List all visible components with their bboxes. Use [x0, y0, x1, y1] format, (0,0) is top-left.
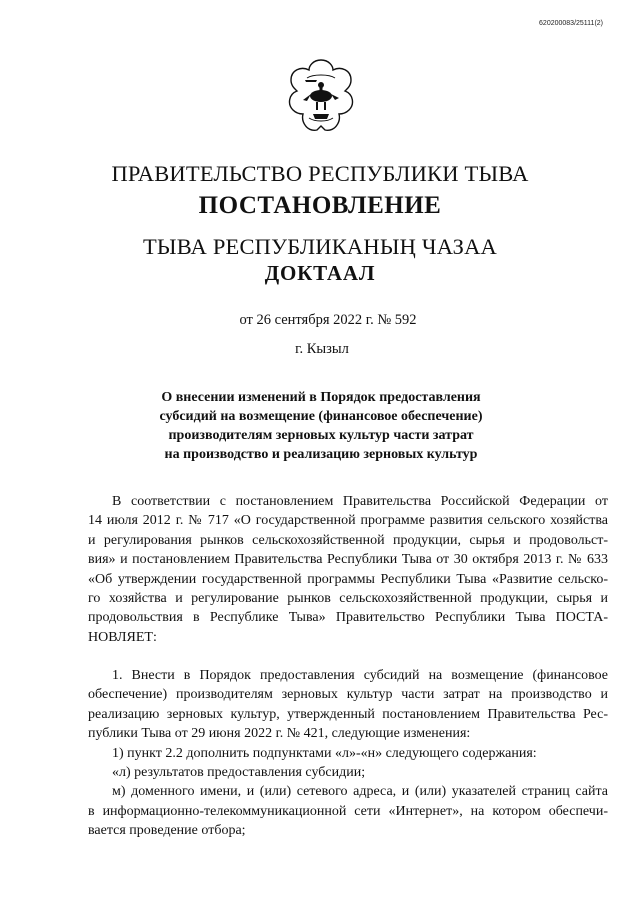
body-line: «л) результатов предоставления субсидии;	[112, 764, 366, 780]
subject-line: О внесении изменений в Порядок предоставления	[161, 390, 481, 405]
subject-line: производителям зерновых культур части затрат	[168, 428, 474, 443]
preamble-line: вия» и постановлением Правительства Республики Тыва от 30 октября 2013 г. № 633	[88, 552, 608, 568]
decree-body	[88, 666, 608, 841]
body-line: публики Тыва от 29 июня 2022 г. № 421, следующие изменения:	[88, 726, 471, 742]
body-line: обеспечение) производителям зерновых культур части затрат на производство и	[88, 687, 608, 703]
decree-city: г. Кызыл	[295, 341, 349, 357]
subject-line: субсидий на возмещение (финансовое обеспечение)	[159, 409, 483, 424]
document-registration-number: 620200083/25111(2)	[539, 20, 603, 27]
republic-of-tyva-emblem-icon	[283, 56, 359, 140]
preamble-line: го хозяйства и регулирование рынков сельскохозяйственной продукции, сырья и	[88, 590, 608, 606]
government-title: ПРАВИТЕЛЬСТВО РЕСПУБЛИКИ ТЫВА	[111, 161, 529, 186]
decree-title-tyvan: ДОКТААЛ	[264, 261, 376, 285]
body-line: 1) пункт 2.2 дополнить подпунктами «л»-«н» следующего содержания:	[112, 745, 537, 761]
preamble-line: и регулирования рынков сельскохозяйственной продукции, сырья и продовольст-	[88, 532, 608, 548]
subject-line: на производство и реализацию зерновых культур	[164, 447, 478, 462]
preamble-line: В соответствии с постановлением Правительства Российской Федерации от	[112, 494, 608, 509]
body-line: реализацию зерновых культур, утвержденный постановлением Правительства Рес-	[88, 706, 608, 722]
body-line: м) доменного имени, и (или) сетевого адреса, и (или) указателей страниц сайта	[112, 784, 608, 800]
decree-date-number: от 26 сентября 2022 г. № 592	[239, 312, 417, 328]
preamble-line: НОВЛЯЕТ:	[88, 629, 157, 645]
decree-title: ПОСТАНОВЛЕНИЕ	[198, 192, 442, 219]
government-title-tyvan: ТЫВА РЕСПУБЛИКАНЫҢ ЧАЗАА	[142, 234, 498, 259]
preamble-paragraph	[88, 492, 608, 647]
preamble-line: продовольствия в Республике Тыва» Правительство Республики Тыва ПОСТА-	[88, 610, 608, 626]
body-line: в информационно-телекоммуникационной сети «Интернет», на котором обеспечи-	[88, 803, 608, 819]
preamble-line: 14 июля 2012 г. № 717 «О государственной программе развития сельского хозяйства	[88, 513, 608, 529]
body-line: 1. Внести в Порядок предоставления субсидий на возмещение (финансовое	[112, 668, 608, 683]
preamble-line: «Об утверждении государственной программы Республики Тыва «Развитие сельско-	[88, 571, 608, 587]
body-line: вается проведение отбора;	[88, 823, 246, 839]
decree-subject	[120, 388, 522, 464]
